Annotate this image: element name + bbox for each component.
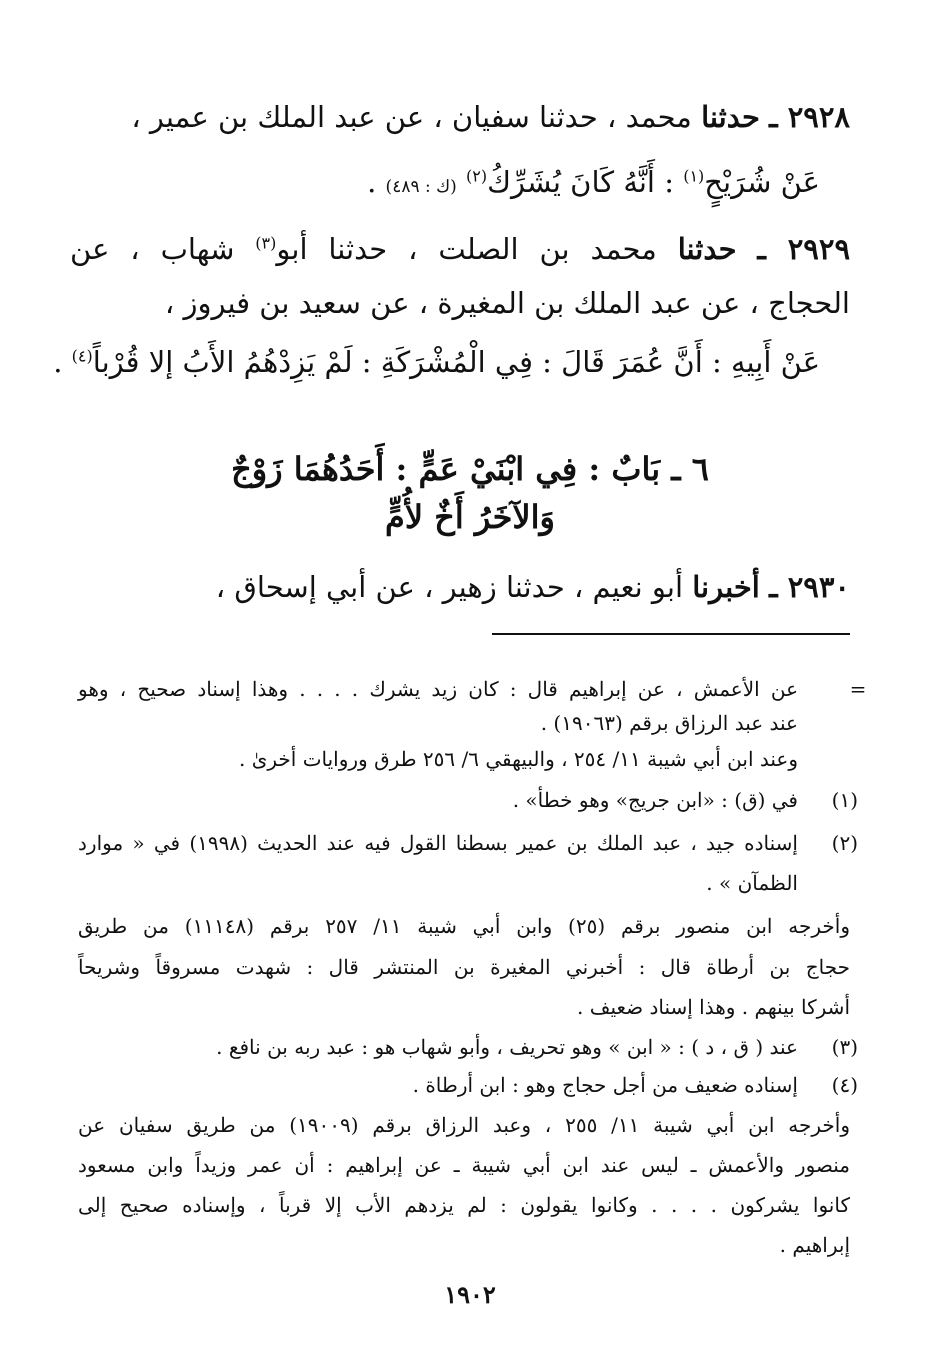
footnote-continued-line: عند عبد الرزاق برقم (١٩٠٦٣) .	[540, 711, 798, 735]
period: .	[367, 165, 377, 199]
footnote-1-marker: (١)	[831, 788, 858, 812]
footnote-2-line: وأخرجه ابن منصور برقم (٢٥) وابن أبي شيبة ١١/ ٢٥٧ برقم (١١١٤٨) من طريق	[78, 914, 850, 938]
footnote-2-marker: (٢)	[831, 831, 858, 855]
narration-keyword: أخبرنا	[692, 570, 760, 604]
footnote-continued-line: وعند ابن أبي شيبة ١١/ ٢٥٤ ، والبيهقي ٦/ ٢٥٦ طرق وروايات أخرىٰ .	[239, 747, 798, 771]
isnad-text: محمد بن الصلت ، حدثنا أبو	[276, 232, 657, 266]
footnote-4-line: كانوا يشركون . . . . وكانوا يقولون : لم يزدهم الأب إلا قرباً ، وإسناده صحيح إلى	[78, 1193, 850, 1217]
footnote-1-text: في (ق) : «ابن جريج» وهو خطأ» .	[512, 788, 798, 812]
footnote-2-line: الظمآن » .	[706, 871, 798, 895]
footnote-4-line: إبراهيم .	[779, 1233, 850, 1257]
hadith-number: ٢٩٣٠ ـ	[769, 570, 850, 604]
chapter-title-line-1: ٦ ـ بَابٌ : فِي ابْنَيْ عَمٍّ : أَحَدُهُمَا زَوْجٌ	[231, 450, 709, 488]
footnote-4-line: إسناده ضعيف من أجل حجاج وهو : ابن أرطاة .	[412, 1073, 798, 1097]
footnote-continued-line: عن الأعمش ، عن إبراهيم قال : كان زيد يشرك . . . . وهذا إسناد صحيح ، وهو	[78, 677, 798, 701]
cross-reference: (ك : ٤٨٩)	[385, 177, 457, 197]
page-number: ١٩٠٢	[444, 1280, 496, 1309]
chapter-title-line-2: وَالآخَرُ أَخٌ لأُمٍّ	[385, 498, 555, 536]
footnote-ref-4: (٤)	[71, 346, 93, 366]
footnote-4-line: منصور والأعمش ـ ليس عند ابن أبي شيبة ـ عن إبراهيم : أن عمر وزيداً وابن مسعود	[78, 1153, 850, 1177]
hadith-2928-line-1	[70, 97, 850, 137]
hadith-2928-line-2	[120, 162, 820, 207]
matn-text: : أَنَّهُ كَانَ يُشَرِّكُ	[487, 165, 674, 199]
period: .	[53, 345, 63, 379]
matn-text: عَنْ شُرَيْحٍ	[704, 165, 820, 199]
hadith-number: ٢٩٢٩ ـ	[757, 232, 851, 266]
footnote-4-marker: (٤)	[831, 1073, 858, 1097]
matn-text: عَنْ أَبِيهِ : أَنَّ عُمَرَ قَالَ : فِي الْمُشْرَكَةِ : لَمْ يَزِدْهُمُ الأَبُ إلا قُرْباً	[92, 345, 820, 379]
narration-keyword: حدثنا	[677, 232, 737, 266]
footnote-2-line: أشركا بينهم . وهذا إسناد ضعيف .	[577, 995, 850, 1019]
continuation-mark: =	[849, 677, 867, 701]
isnad-text: محمد ، حدثنا سفيان ، عن عبد الملك بن عمير ،	[131, 100, 692, 134]
isnad-text: أبو نعيم ، حدثنا زهير ، عن أبي إسحاق ،	[215, 570, 683, 604]
hadith-2929-line-2	[70, 283, 850, 323]
footnote-4-line: وأخرجه ابن أبي شيبة ١١/ ٢٥٥ ، وعبد الرزاق برقم (١٩٠٠٩) من طريق سفيان عن	[78, 1113, 850, 1137]
footnote-3-text: عند ( ق ، د ) : « ابن » وهو تحريف ، وأبو شهاب هو : عبد ربه بن نافع .	[216, 1035, 798, 1059]
footnote-ref-1: (١)	[683, 166, 705, 186]
footnote-2-line: إسناده جيد ، عبد الملك بن عمير بسطنا القول فيه عند الحديث (١٩٩٨) في « موارد	[78, 831, 798, 855]
hadith-number: ٢٩٢٨ ـ	[769, 100, 850, 134]
isnad-text: الحجاج ، عن عبد الملك بن المغيرة ، عن سعيد بن فيروز ،	[164, 286, 850, 320]
hadith-2929-line-1	[70, 229, 850, 269]
hadith-2929-line-3	[53, 342, 820, 382]
footnote-ref-3: (٣)	[255, 233, 277, 253]
footnote-2-line: حجاج بن أرطاة قال : أخبرني المغيرة بن المنتشر قال : شهدت مسروقاً وشريحاً	[78, 955, 850, 979]
isnad-text: شهاب ، عن	[70, 232, 235, 266]
hadith-2930-line-1	[70, 567, 850, 607]
footnote-ref-2: (٢)	[466, 166, 488, 186]
narration-keyword: حدثنا	[701, 100, 760, 134]
footnote-3-marker: (٣)	[831, 1035, 858, 1059]
footnote-separator	[492, 633, 850, 635]
